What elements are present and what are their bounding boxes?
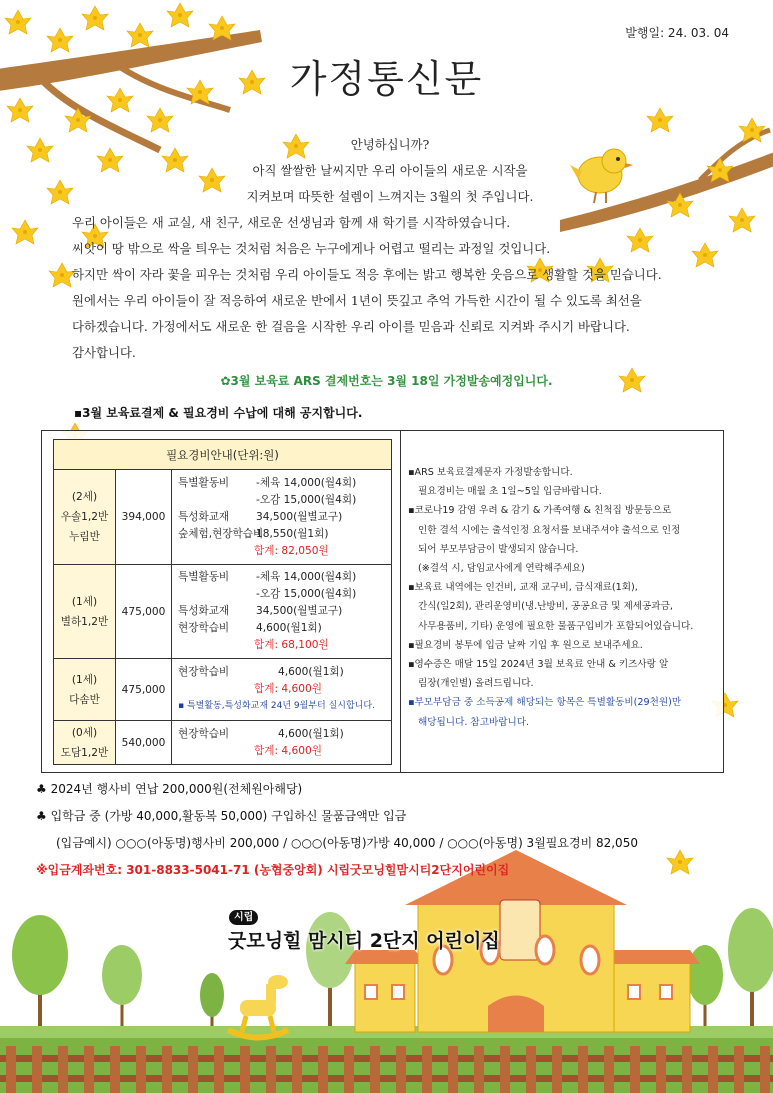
note-line: (※결석 시, 담임교사에게 연락해주세요) (418, 563, 585, 575)
class-name: 별하1,2반 (60, 615, 109, 628)
fee-item-name: 특성화교재 (178, 510, 230, 523)
class-cell (54, 659, 116, 721)
note-line: 림장(개인별) 올려드립니다. (418, 678, 534, 690)
fee-item-name: 현장학습비 (178, 666, 230, 678)
fence-post (500, 1046, 510, 1093)
note-line: 간식(일2회), 관리운영비(냉.난방비, 공공요금 및 제세공과금, (418, 601, 673, 613)
fee-table (53, 439, 392, 765)
greeting-line: 안녕하십니까? (350, 137, 430, 152)
fee-total: 합계: 68,100원 (254, 639, 329, 651)
fence-post (240, 1046, 250, 1093)
class-age: (1세) (71, 673, 98, 686)
fence-post (474, 1046, 484, 1093)
note-line: ▪부모부담금 중 소득공제 해당되는 항목은 특별활동비(29천원)만 (408, 697, 682, 709)
greeting-line: 우리 아이들은 새 교실, 새 친구, 새로운 선생님과 함께 새 학기를 시작하였습니다. (72, 215, 511, 230)
fee-item-value: 4,600(월1회) (278, 666, 344, 678)
greeting-line: 다하겠습니다. 가정에서도 새로운 한 걸음을 시작한 우리 아이를 믿음과 신뢰로 지켜봐 주시기 바랍니다. (72, 319, 630, 334)
fence-post (448, 1046, 458, 1093)
note-line: ▪코로나19 감염 우려 & 감기 & 가족여행 & 친척집 방문등으로 (408, 505, 672, 517)
greeting-line: 씨앗이 땅 밖으로 싹을 틔우는 것처럼 처음은 누구에게나 어렵고 떨리는 과정일 것입니다. (72, 241, 551, 256)
fence-post (344, 1046, 354, 1093)
box-divider (400, 431, 401, 772)
class-cell (54, 470, 116, 565)
fence-post (526, 1046, 536, 1093)
fee-item-name: 특성화교재 (178, 605, 230, 617)
fee-item-value: 34,500(월별교구) (256, 605, 343, 617)
note-line: ▪필요경비 봉투에 입금 날짜 기입 후 원으로 보내주세요. (408, 639, 643, 651)
table-row (54, 659, 392, 721)
fence-post (32, 1046, 42, 1093)
fence-post (214, 1046, 224, 1093)
fee-detail (172, 721, 392, 765)
class-name: 누림반 (69, 531, 100, 543)
fence-post (604, 1046, 614, 1093)
fee-item-value: -오감 15,000(월4회) (256, 588, 357, 600)
fee-detail (172, 470, 392, 565)
tuition-amount: 394,000 (116, 470, 172, 565)
fee-total: 합계: 82,050원 (254, 544, 329, 557)
note-line: 필요경비는 매월 초 1일~5일 입금바랍니다. (418, 486, 602, 498)
class-age: (2세) (71, 491, 98, 503)
fence-post (708, 1046, 718, 1093)
note-line: 사무용품비, 기타) 운영에 필요한 물품구입비가 포함되어있습니다. (418, 620, 694, 632)
fence-post (162, 1046, 172, 1093)
fee-note: ▪ 특별활동,특성화교재 24년 9월부터 실시합니다. (178, 701, 375, 711)
notes-list (408, 463, 718, 732)
fee-item-name: 특별활동비 (178, 476, 230, 489)
admission-fee-line: ♣ 입학금 중 (가방 40,000,활동복 50,000) 구입하신 물품금액만 입금 (36, 809, 407, 823)
fee-total: 합계: 4,600원 (254, 744, 322, 757)
class-cell (54, 721, 116, 765)
fee-item-value: -오감 15,000(월4회) (256, 493, 357, 506)
fee-item-value: 4,600(월1회) (256, 622, 322, 634)
fee-detail (172, 565, 392, 659)
note-line: ▪보육료 내역에는 인건비, 교재 교구비, 급식재료(1회), (408, 582, 638, 594)
fee-item-value: 4,600(월1회) (278, 727, 344, 740)
fence-post (396, 1046, 406, 1093)
fence-post (6, 1046, 16, 1093)
fence-post (630, 1046, 640, 1093)
tuition-amount: 540,000 (116, 721, 172, 765)
fee-item-name: 특별활동비 (178, 571, 230, 583)
greeting-line: 원에서는 우리 아이들이 잘 적응하여 새로운 반에서 1년이 뜻깊고 추억 가득한 시간이 될 수 있도록 최선을 (72, 293, 642, 308)
fee-notice-box (41, 430, 724, 773)
fee-table-header: 필요경비안내(단위:원) (54, 440, 392, 470)
fee-total: 합계: 4,600원 (254, 683, 322, 695)
public-tag: 시립 (229, 910, 258, 925)
class-age: (1세) (71, 595, 98, 608)
fence-post (370, 1046, 380, 1093)
note-line: 해당됩니다. 참고바랍니다. (418, 716, 530, 728)
class-age: (0세) (71, 726, 98, 739)
fee-item-name (178, 586, 256, 603)
note-line: ▪ARS 보육료결제문자 가정발송합니다. (408, 467, 573, 478)
fence-post (58, 1046, 68, 1093)
fee-item-value: 18,550(월1회) (256, 527, 329, 540)
payment-info (36, 776, 736, 884)
kindergarten-name: 굿모닝힐 맘시티 2단지 어린이집 (228, 930, 500, 952)
note-line: ▪영수증은 매달 15일 2024년 3월 보육료 안내 & 키즈사랑 알 (408, 659, 669, 671)
fence-post (552, 1046, 562, 1093)
fence-post (318, 1046, 328, 1093)
fence-post (760, 1046, 770, 1093)
note-line: 되어 부모부담금이 발생되지 않습니다. (418, 543, 579, 555)
fee-item-name: 현장학습비 (178, 622, 230, 634)
fence-post (136, 1046, 146, 1093)
fence-post (656, 1046, 666, 1093)
class-name: 우솔1,2반 (60, 511, 109, 523)
fee-item-name: 숲체험,현장학습비 (178, 527, 264, 540)
fee-item-name (178, 492, 256, 509)
class-name: 다솜반 (69, 693, 100, 706)
fence-post (578, 1046, 588, 1093)
greeting-line: 감사합니다. (72, 345, 136, 360)
fence-post (84, 1046, 94, 1093)
ars-notice: ✿3월 보육료 ARS 결제번호는 3월 18일 가정발송예정입니다. (220, 374, 553, 388)
event-fee-line: ♣ 2024년 행사비 연납 200,000원(전체원아해당) (36, 782, 303, 796)
table-row (54, 470, 392, 565)
fence-post (422, 1046, 432, 1093)
fee-detail (172, 659, 392, 721)
tuition-amount: 475,000 (116, 565, 172, 659)
table-row (54, 565, 392, 659)
fence-post (682, 1046, 692, 1093)
bottom-scene (0, 850, 773, 1093)
fence-post (266, 1046, 276, 1093)
tuition-amount: 475,000 (116, 659, 172, 721)
bank-account-line: ※입금계좌번호: 301-8833-5041-71 (농협중앙회) 시립굿모닝힐맘시티2단지어린이집 (36, 863, 510, 877)
note-line: 인한 결석 시에는 출석인정 요청서를 보내주셔야 출석으로 인정 (418, 524, 681, 536)
greeting-line: 하지만 싹이 자라 꽃을 피우는 것처럼 우리 아이들도 적응 후에는 밝고 행복한 웃음으로 생활할 것을 믿습니다. (72, 267, 662, 282)
fence-post (734, 1046, 744, 1093)
greeting-line: 지켜보며 따뜻한 설렘이 느껴지는 3월의 첫 주입니다. (246, 189, 534, 204)
page-title: 가정통신문 (289, 57, 484, 101)
class-name: 도담1,2반 (60, 746, 109, 759)
fee-item-name: 현장학습비 (178, 727, 230, 740)
fence-post (110, 1046, 120, 1093)
greeting-line: 아직 쌀쌀한 날씨지만 우리 아이들의 새로운 시작을 (252, 163, 528, 178)
deposit-example-line: (입금예시) ○○○(아동명)행사비 200,000 / ○○○(아동명)가방 40,000 / ○○○(아동명) 3월필요경비 82,050 (56, 836, 638, 850)
class-cell (54, 565, 116, 659)
fee-item-value: -체육 14,000(월4회) (256, 571, 357, 583)
fence-post (188, 1046, 198, 1093)
table-row (54, 721, 392, 765)
section-heading: ▪3월 보육료결제 & 필요경비 수납에 대해 공지합니다. (74, 406, 363, 420)
issue-date: 발행일: 24. 03. 04 (625, 26, 729, 40)
fee-item-value: 34,500(월별교구) (256, 510, 343, 523)
fence-post (292, 1046, 302, 1093)
greeting-text (40, 132, 740, 366)
fee-item-value: -체육 14,000(월4회) (256, 476, 357, 489)
